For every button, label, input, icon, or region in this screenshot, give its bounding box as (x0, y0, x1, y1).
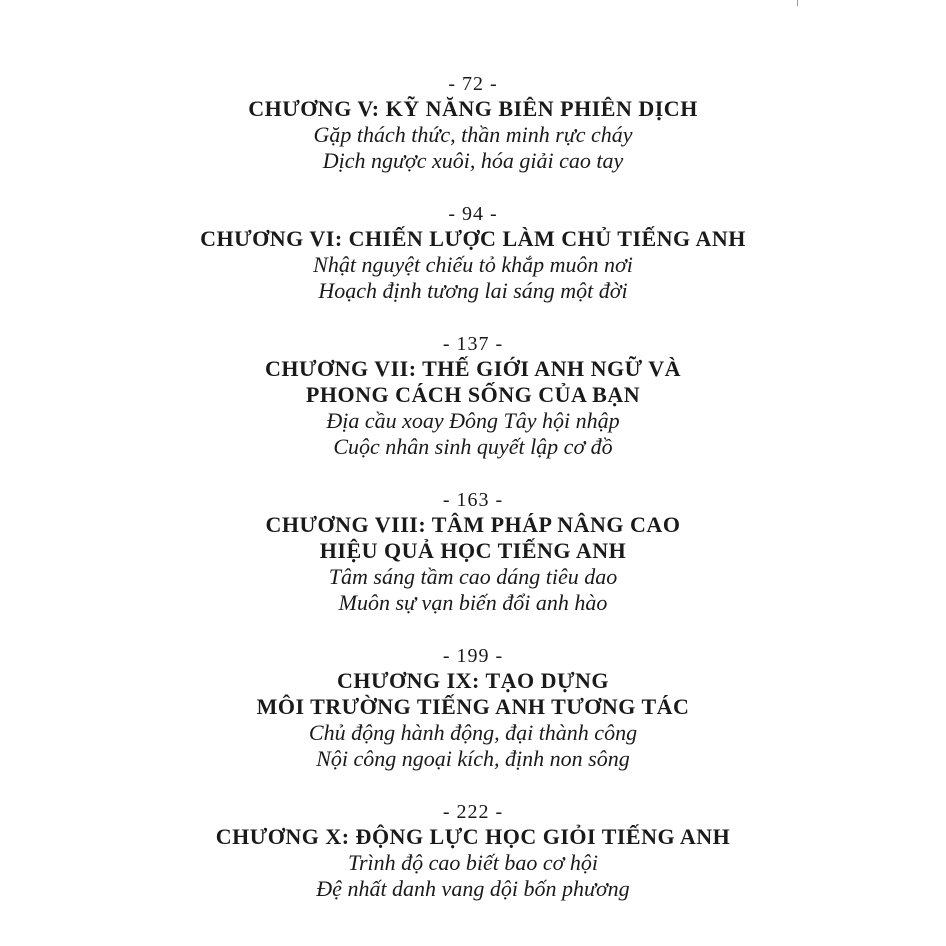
page-number: - 222 - (442, 801, 504, 823)
verse-line: Muôn sự vạn biến đổi anh hào (338, 590, 608, 615)
chapter-title: CHƯƠNG VIII: TÂM PHÁP NÂNG CAO (265, 512, 681, 537)
toc-entry (0, 202, 946, 304)
chapter-title-continued: PHONG CÁCH SỐNG CỦA BẠN (305, 382, 641, 407)
verse-line: Nội công ngoại kích, định non sông (316, 746, 630, 771)
chapter-title-continued: MÔI TRƯỜNG TIẾNG ANH TƯƠNG TÁC (256, 694, 690, 719)
toc-entry (0, 332, 946, 460)
table-of-contents (0, 72, 946, 902)
verse-line: Cuộc nhân sinh quyết lập cơ đồ (333, 434, 613, 459)
page-number: - 94 - (448, 203, 498, 225)
page-number: - 199 - (442, 645, 504, 667)
verse-line: Địa cầu xoay Đông Tây hội nhập (326, 408, 620, 433)
verse-line: Trình độ cao biết bao cơ hội (347, 850, 599, 875)
chapter-title-continued: HIỆU QUẢ HỌC TIẾNG ANH (319, 538, 627, 563)
toc-entry (0, 72, 946, 174)
chapter-title: CHƯƠNG VII: THẾ GIỚI ANH NGỮ VÀ (264, 356, 682, 381)
chapter-title: CHƯƠNG IX: TẠO DỰNG (336, 668, 610, 693)
verse-line: Hoạch định tương lai sáng một đời (318, 278, 628, 303)
chapter-title: CHƯƠNG X: ĐỘNG LỰC HỌC GIỎI TIẾNG ANH (215, 824, 731, 849)
verse-line: Dịch ngược xuôi, hóa giải cao tay (322, 148, 624, 173)
toc-entry (0, 488, 946, 616)
toc-entry (0, 800, 946, 902)
chapter-title: CHƯƠNG V: KỸ NĂNG BIÊN PHIÊN DỊCH (248, 96, 698, 121)
page-number: - 163 - (442, 489, 504, 511)
chapter-title: CHƯƠNG VI: CHIẾN LƯỢC LÀM CHỦ TIẾNG ANH (200, 226, 746, 251)
scan-mark (797, 0, 798, 6)
page-number: - 72 - (448, 73, 498, 95)
verse-line: Chủ động hành động, đại thành công (308, 720, 638, 745)
verse-line: Tâm sáng tầm cao dáng tiêu dao (328, 564, 618, 589)
verse-line: Đệ nhất danh vang dội bốn phương (316, 876, 630, 901)
verse-line: Nhật nguyệt chiếu tỏ khắp muôn nơi (313, 252, 633, 277)
page-number: - 137 - (442, 333, 504, 355)
verse-line: Gặp thách thức, thần minh rực cháy (313, 122, 633, 147)
toc-entry (0, 644, 946, 772)
